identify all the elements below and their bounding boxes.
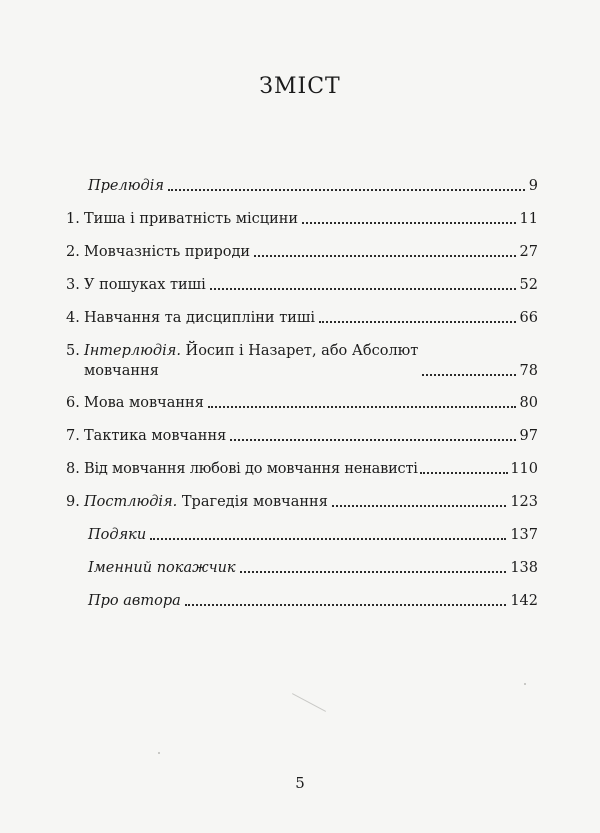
entry-number: 3. — [66, 277, 80, 293]
entry-page-number: 123 — [510, 494, 538, 510]
dot-leader — [332, 505, 506, 507]
toc-entry-acknowledgements — [66, 525, 538, 545]
entry-number: 5. — [66, 343, 80, 359]
toc-entry-name-index — [66, 558, 538, 578]
paper-speck — [524, 683, 526, 685]
toc-entry-8 — [66, 459, 538, 479]
entry-label — [88, 525, 146, 545]
entry-text: Від мовчання любові до мовчання ненависті — [84, 461, 418, 477]
paper-speck — [292, 693, 326, 712]
toc-entry-about-author — [66, 591, 538, 611]
entry-italic-text: Про автора — [88, 593, 181, 609]
dot-leader — [210, 288, 516, 290]
entry-page-number: 66 — [519, 310, 538, 326]
entry-page-number: 27 — [519, 244, 538, 260]
entry-page-number: 80 — [519, 395, 538, 411]
entry-page-number: 142 — [510, 593, 538, 609]
dot-leader — [319, 321, 516, 323]
table-of-contents — [66, 176, 538, 624]
entry-number: 6. — [66, 395, 80, 411]
entry-page-number: 138 — [510, 560, 538, 576]
entry-label — [84, 308, 315, 328]
page-title: ЗМІСТ — [259, 74, 341, 99]
entry-text: Навчання та дисципліни тиші — [84, 310, 316, 326]
entry-label — [88, 558, 236, 578]
entry-page-number: 52 — [519, 277, 538, 293]
entry-number: 1. — [66, 211, 80, 227]
entry-text: Трагедія мовчання — [177, 494, 328, 510]
toc-entry-5 — [66, 341, 538, 381]
entry-text: Йосип і Назарет, або Абсолют — [180, 343, 419, 359]
entry-page-number: 97 — [519, 428, 538, 444]
dot-leader — [254, 255, 516, 257]
entry-label — [84, 275, 206, 295]
toc-entry-3 — [66, 275, 538, 295]
entry-label — [84, 459, 418, 479]
entry-page-number: 11 — [519, 211, 538, 227]
dot-leader — [150, 538, 506, 540]
dot-leader — [420, 472, 509, 474]
entry-label — [84, 426, 226, 446]
entry-page-number: 78 — [519, 363, 538, 379]
entry-number: 2. — [66, 244, 80, 260]
entry-number: 9. — [66, 494, 80, 510]
dot-leader — [168, 189, 525, 191]
entry-text: Тактика мовчання — [84, 428, 227, 444]
entry-italic-text: Прелюдія — [88, 178, 164, 194]
entry-text: Мовчазність природи — [84, 244, 251, 260]
entry-page-number: 110 — [510, 461, 538, 477]
entry-page-number: 9 — [528, 178, 538, 194]
dot-leader — [230, 439, 515, 441]
toc-entry-6 — [66, 393, 538, 413]
toc-entry-4 — [66, 308, 538, 328]
entry-italic-text: Іменний покажчик — [88, 560, 236, 576]
dot-leader — [240, 571, 507, 573]
entry-label — [84, 242, 250, 262]
entry-italic-text: Постлюдія. — [84, 494, 178, 510]
entry-label — [84, 341, 418, 381]
entry-label — [84, 209, 298, 229]
entry-page-number: 137 — [510, 527, 538, 543]
entry-label-line-1 — [84, 341, 418, 361]
entry-number: 7. — [66, 428, 80, 444]
toc-entry-prelude — [66, 176, 538, 196]
toc-entry-1 — [66, 209, 538, 229]
entry-label — [88, 176, 164, 196]
entry-text: Мова мовчання — [84, 395, 204, 411]
dot-leader — [185, 604, 507, 606]
entry-label — [88, 591, 181, 611]
entry-number: 4. — [66, 310, 80, 326]
entry-text: У пошуках тиші — [84, 277, 206, 293]
page-number: 5 — [295, 774, 305, 792]
toc-entry-7 — [66, 426, 538, 446]
entry-italic-text: Подяки — [88, 527, 147, 543]
entry-label — [84, 393, 204, 413]
dot-leader — [208, 406, 516, 408]
toc-entry-9 — [66, 492, 538, 512]
entry-italic-text: Інтерлюдія. — [84, 343, 181, 359]
dot-leader — [422, 374, 515, 376]
entry-label — [84, 492, 328, 512]
entry-text: Тиша і приватність місцини — [84, 211, 299, 227]
dot-leader — [302, 222, 515, 224]
toc-entry-2 — [66, 242, 538, 262]
entry-label-line-2: мовчання — [84, 363, 159, 379]
entry-number: 8. — [66, 461, 80, 477]
paper-speck — [158, 752, 160, 754]
